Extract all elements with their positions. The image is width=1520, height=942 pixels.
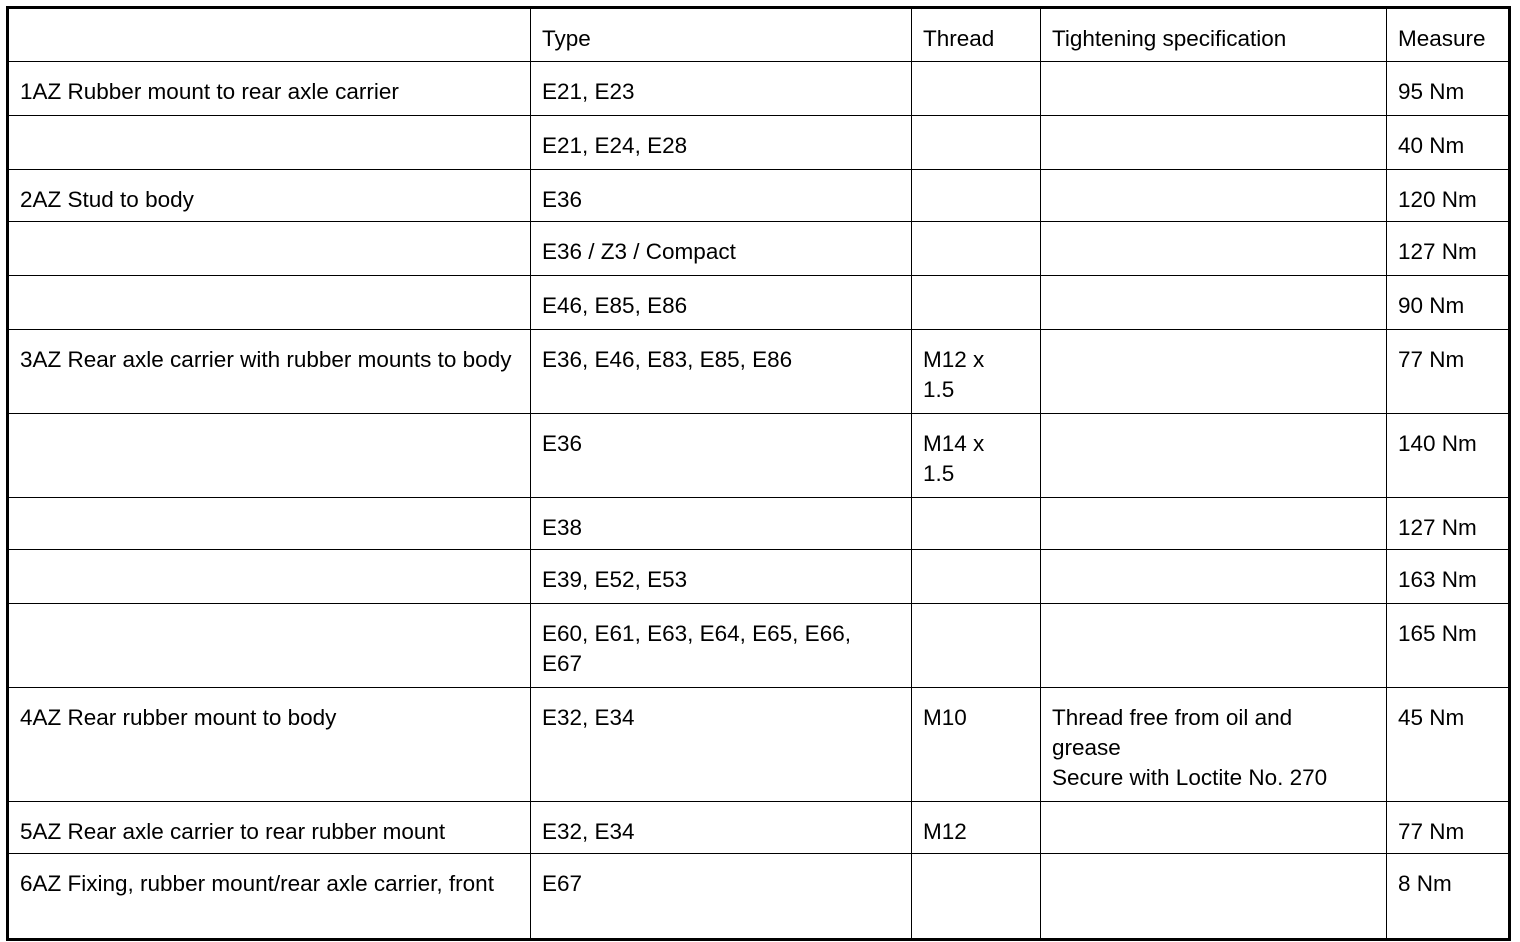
- cell-description: [8, 604, 531, 688]
- cell-tightening-specification: [1041, 116, 1387, 170]
- cell-thread: [912, 276, 1041, 330]
- cell-measure: 127 Nm: [1387, 498, 1510, 550]
- cell-measure: 95 Nm: [1387, 62, 1510, 116]
- torque-spec-table: [6, 6, 1511, 941]
- table-row: [8, 62, 1510, 116]
- cell-type: E36: [531, 414, 912, 498]
- cell-description: 3AZ Rear axle carrier with rubber mounts to body: [8, 330, 531, 414]
- table-row: [8, 604, 1510, 688]
- cell-type: E32, E34: [531, 688, 912, 802]
- cell-measure: 163 Nm: [1387, 550, 1510, 604]
- cell-description: [8, 222, 531, 276]
- cell-type: E38: [531, 498, 912, 550]
- cell-thread: [912, 550, 1041, 604]
- cell-thread: [912, 604, 1041, 688]
- cell-thread: [912, 170, 1041, 222]
- table-row: [8, 116, 1510, 170]
- table-row: [8, 854, 1510, 940]
- cell-tightening-specification: [1041, 414, 1387, 498]
- cell-measure: 45 Nm: [1387, 688, 1510, 802]
- cell-thread: [912, 498, 1041, 550]
- cell-description: 1AZ Rubber mount to rear axle carrier: [8, 62, 531, 116]
- cell-type: E36, E46, E83, E85, E86: [531, 330, 912, 414]
- cell-type: E67: [531, 854, 912, 940]
- cell-tightening-specification: [1041, 498, 1387, 550]
- cell-description: [8, 276, 531, 330]
- cell-measure: 127 Nm: [1387, 222, 1510, 276]
- cell-measure: 77 Nm: [1387, 802, 1510, 854]
- table-row: [8, 170, 1510, 222]
- table-row: [8, 330, 1510, 414]
- cell-description: 6AZ Fixing, rubber mount/rear axle carrier, front: [8, 854, 531, 940]
- cell-measure: 8 Nm: [1387, 854, 1510, 940]
- cell-description: [8, 116, 531, 170]
- cell-description: [8, 414, 531, 498]
- cell-thread: [912, 222, 1041, 276]
- cell-type: E46, E85, E86: [531, 276, 912, 330]
- cell-description: 5AZ Rear axle carrier to rear rubber mount: [8, 802, 531, 854]
- cell-measure: 120 Nm: [1387, 170, 1510, 222]
- header-row: [8, 8, 1510, 62]
- cell-type: E32, E34: [531, 802, 912, 854]
- header-tightening-specification: Tightening specification: [1041, 8, 1387, 62]
- table-row: [8, 802, 1510, 854]
- cell-measure: 77 Nm: [1387, 330, 1510, 414]
- cell-type: E36 / Z3 / Compact: [531, 222, 912, 276]
- cell-tightening-specification: [1041, 802, 1387, 854]
- cell-measure: 40 Nm: [1387, 116, 1510, 170]
- cell-description: 4AZ Rear rubber mount to body: [8, 688, 531, 802]
- table-row: [8, 688, 1510, 802]
- cell-tightening-specification: [1041, 170, 1387, 222]
- table-row: [8, 550, 1510, 604]
- cell-type: E60, E61, E63, E64, E65, E66, E67: [531, 604, 912, 688]
- cell-description: [8, 550, 531, 604]
- cell-type: E36: [531, 170, 912, 222]
- header-description: [8, 8, 531, 62]
- cell-thread: [912, 116, 1041, 170]
- cell-measure: 165 Nm: [1387, 604, 1510, 688]
- cell-description: [8, 498, 531, 550]
- cell-thread: M12 x 1.5: [912, 330, 1041, 414]
- header-type: Type: [531, 8, 912, 62]
- cell-description: 2AZ Stud to body: [8, 170, 531, 222]
- cell-type: E21, E24, E28: [531, 116, 912, 170]
- cell-measure: 90 Nm: [1387, 276, 1510, 330]
- cell-tightening-specification: [1041, 62, 1387, 116]
- table-row: [8, 414, 1510, 498]
- cell-thread: M14 x 1.5: [912, 414, 1041, 498]
- table-row: [8, 498, 1510, 550]
- cell-thread: [912, 854, 1041, 940]
- cell-tightening-specification: [1041, 276, 1387, 330]
- table-row: [8, 222, 1510, 276]
- cell-thread: M12: [912, 802, 1041, 854]
- cell-tightening-specification: [1041, 222, 1387, 276]
- cell-thread: [912, 62, 1041, 116]
- cell-tightening-specification: [1041, 604, 1387, 688]
- header-thread: Thread: [912, 8, 1041, 62]
- cell-tightening-specification: Thread free from oil and grease Secure with Loctite No. 270: [1041, 688, 1387, 802]
- table-row: [8, 276, 1510, 330]
- cell-type: E21, E23: [531, 62, 912, 116]
- cell-tightening-specification: [1041, 330, 1387, 414]
- header-measure: Measure: [1387, 8, 1510, 62]
- cell-measure: 140 Nm: [1387, 414, 1510, 498]
- cell-type: E39, E52, E53: [531, 550, 912, 604]
- cell-tightening-specification: [1041, 550, 1387, 604]
- cell-thread: M10: [912, 688, 1041, 802]
- cell-tightening-specification: [1041, 854, 1387, 940]
